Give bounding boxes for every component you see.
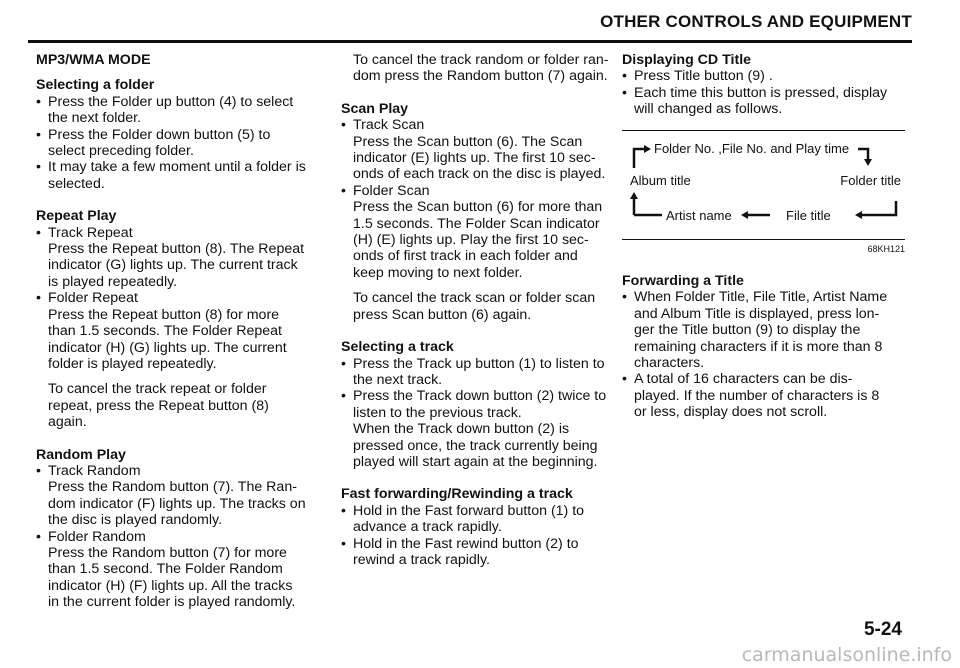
heading-random-play: Random Play (36, 446, 126, 463)
bullet-folder-random: • Folder Random (36, 529, 322, 545)
bullet-folder-wait: • It may take a few moment until a folder is selected. (36, 159, 322, 192)
column-right (622, 52, 908, 421)
bullet-press-title: • Press Title button (9) . (622, 68, 908, 84)
heading-fast-forward: Fast forwarding/Rewinding a track (341, 486, 573, 503)
column-middle (341, 52, 614, 568)
bullet-fast-forward: • Hold in the Fast forward button (1) to advance a track rapidly. (341, 503, 614, 536)
heading-displaying-cd-title: Displaying CD Title (622, 52, 752, 68)
repeat-cancel-text: To cancel the track repeat or folder repeat, press the Repeat button (8) again. (48, 381, 269, 431)
header-title: OTHER CONTROLS AND EQUIPMENT (600, 12, 912, 31)
bullet-track-repeat: • Track Repeat (36, 225, 322, 241)
bullet-folder-scan: • Folder Scan (341, 183, 614, 199)
arrow-right-icon (644, 145, 651, 153)
track-repeat-text: Press the Repeat button (8). The Repeat indicator (G) lights up. The current track is played repeatedly. (48, 241, 305, 290)
track-random-text: Press the Random button (7). The Ran- dom indicator (F) lights up. The tracks on the disc is played randomly. (48, 479, 306, 529)
bullet-folder-down: • Press the Folder down button (5) to select preceding folder. (36, 127, 322, 160)
bullet-track-random: • Track Random (36, 463, 322, 479)
title-cycle-diagram (622, 130, 905, 240)
label-folder-no: Folder No. ,File No. and Play time (654, 140, 850, 156)
heading-scan-play: Scan Play (341, 100, 409, 117)
label-file-title: File title (786, 207, 831, 223)
page-header (28, 10, 912, 43)
track-scan-text: Press the Scan button (6). The Scan indicator (E) lights up. The first 10 sec- onds of each track on the disc is played. (353, 133, 606, 183)
figure-id: 68KH121 (867, 243, 905, 254)
watermark: carmanualsonline.info (741, 644, 952, 666)
folder-scan-text: Press the Scan button (6) for more than 1.5 seconds. The Folder Scan indicator (H) (E) lights up. Play the first 10 sec- onds of first track in each folder and keep moving to next folder. (353, 199, 603, 281)
random-cancel-text: To cancel the track random or folder ran- dom press the Random button (7) again. (353, 52, 609, 85)
bullet-track-up: • Press the Track up button (1) to listen to the next track. (341, 356, 614, 389)
folder-random-text: Press the Random button (7) for more than 1.5 second. The Folder Random indicator (H) (F) lights up. All the tracks in the current folder is played randomly. (48, 544, 296, 611)
label-album-title: Album title (630, 172, 691, 188)
bullet-title-cycle: • Each time this button is pressed, display will changed as follows. (622, 85, 908, 118)
page-number: 5-24 (863, 619, 902, 640)
arrow-left-icon (741, 211, 748, 219)
arrow-up-icon (630, 192, 638, 199)
scan-cancel-text: To cancel the track scan or folder scan press Scan button (6) again. (353, 290, 596, 323)
folder-repeat-text: Press the Repeat button (8) for more than 1.5 seconds. The Folder Repeat indicator (H) (G) lights up. The current folder is played repeatedly. (48, 306, 287, 372)
heading-repeat-play: Repeat Play (36, 208, 117, 225)
label-folder-title: Folder title (840, 172, 901, 188)
arrow-down-icon (864, 159, 872, 166)
bullet-forward-title: • When Folder Title, File Title, Artist Name and Album Title is displayed, press lon- ger the Title button (9) to display the remaining characters if it is more than 8 characters. (622, 289, 908, 371)
column-left (36, 52, 322, 611)
bullet-folder-up: • Press the Folder up button (4) to select the next folder. (36, 94, 322, 127)
heading-selecting-track: Selecting a track (341, 339, 454, 356)
label-artist-name: Artist name (666, 207, 732, 223)
bullet-track-scan: • Track Scan (341, 117, 614, 133)
bullet-folder-repeat: • Folder Repeat (36, 290, 322, 306)
mode-title: MP3/WMA MODE (36, 52, 151, 68)
arrow-left-icon-2 (855, 211, 862, 219)
bullet-track-down: • Press the Track down button (2) twice to listen to the previous track. When the Track down button (2) is pressed once, the track currently being played will start again at the beginning. (341, 388, 614, 470)
bullet-character-total: • A total of 16 characters can be dis- played. If the number of characters is 8 or less, display does not scroll. (622, 371, 908, 420)
bullet-fast-rewind: • Hold in the Fast rewind button (2) to rewind a track rapidly. (341, 536, 614, 569)
heading-selecting-folder: Selecting a folder (36, 77, 155, 94)
heading-forwarding-title: Forwarding a Title (622, 273, 744, 290)
